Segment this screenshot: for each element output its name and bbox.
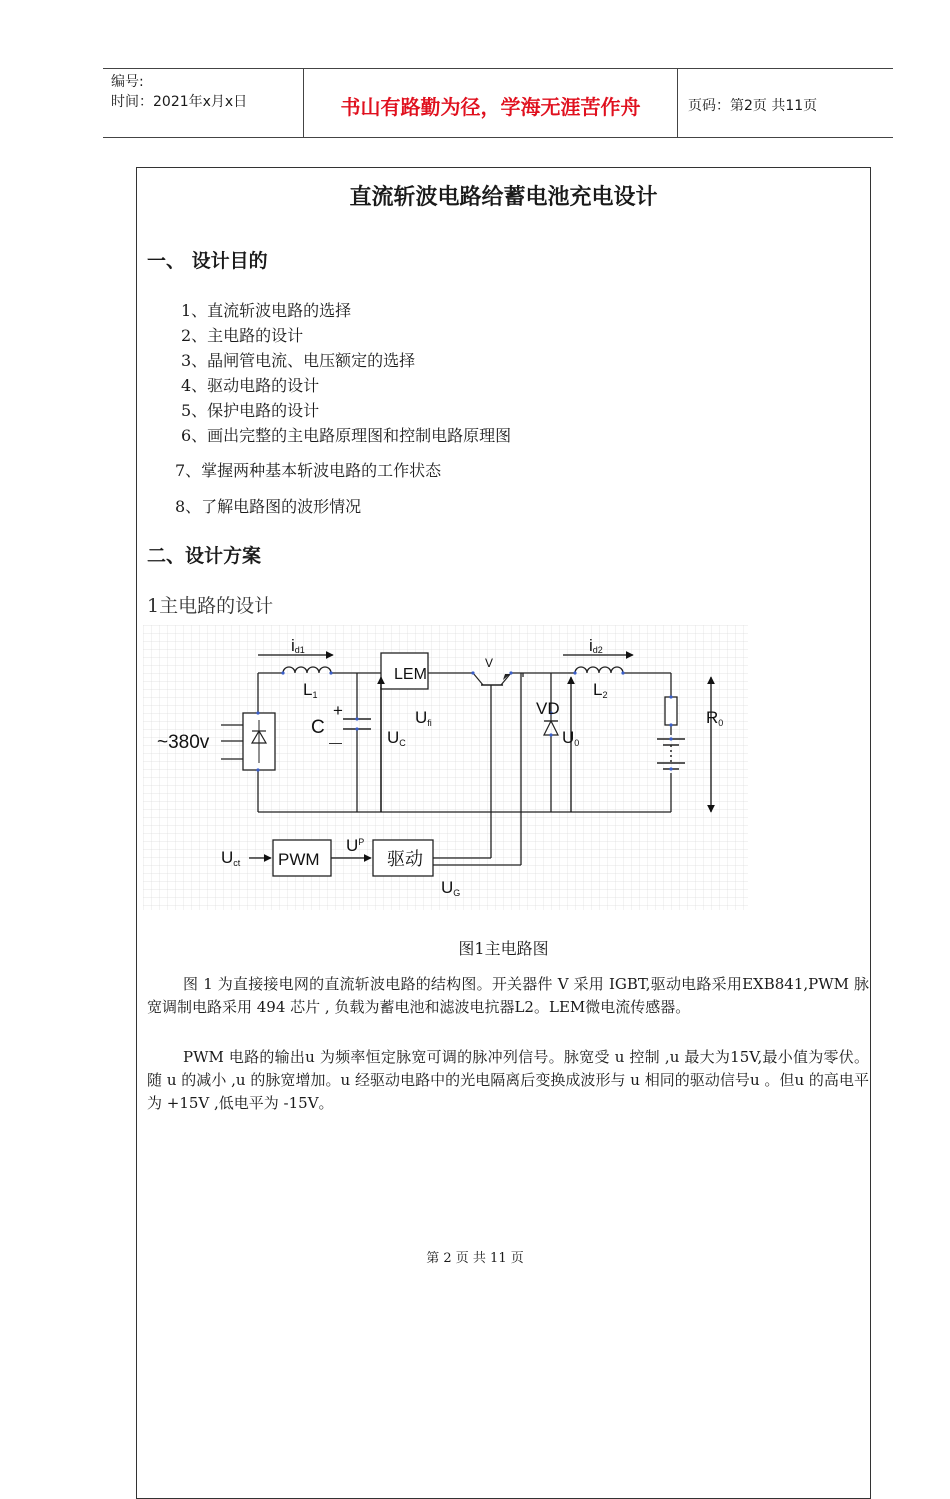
minus-sign: —: [329, 735, 342, 750]
paragraph-1: 图 1 为直接接电网的直流斩波电路的结构图。开关器件 V 采用 IGBT,驱动电路采用EXB841,PWM 脉宽调制电路采用 494 芯片 , 负载为蓄电池和滤波电抗器L2。LEM微电流传感器。: [147, 975, 869, 1016]
L1-label: L1: [303, 680, 318, 700]
document-title: 直流斩波电路给蓄电池充电设计: [349, 185, 658, 210]
page-header: [103, 68, 893, 138]
drive-label: 驱动: [387, 849, 423, 869]
goal-item: 8、了解电路图的波形情况: [175, 497, 362, 516]
goal-item: 4、驱动电路的设计: [181, 376, 320, 395]
subsection-heading: 1主电路的设计: [147, 595, 274, 617]
uct-label: Uct: [221, 848, 241, 868]
igbt-label: V: [485, 656, 494, 670]
resistor-R0: [665, 697, 677, 725]
header-page-cell: [678, 69, 893, 137]
goal-item: 3、晶闸管电流、电压额定的选择: [181, 351, 416, 370]
serial-label: 编号:: [111, 74, 144, 90]
pwm-label: PWM: [278, 850, 320, 869]
bridge-rectifier: [243, 713, 275, 770]
lem-label: LEM: [394, 666, 427, 683]
page-info: 页码：第2页 共11页: [688, 98, 818, 114]
ufi-label: Ufi: [415, 708, 432, 728]
id1-label: id1: [291, 636, 305, 655]
section1-heading: 一、 设计目的: [147, 250, 268, 272]
circuit-diagram: [143, 625, 748, 910]
uc-label: UC: [387, 728, 406, 748]
motto: 书山有路勤为径，学海无涯苦作舟: [340, 95, 641, 119]
goal-item: 1、直流斩波电路的选择: [181, 301, 352, 320]
goal-item: 6、画出完整的主电路原理图和控制电路原理图: [181, 426, 512, 445]
vd-label: VD: [536, 699, 560, 718]
id2-label: id2: [589, 636, 603, 655]
goal-item: 2、主电路的设计: [181, 326, 304, 345]
goal-item: 5、保护电路的设计: [181, 401, 320, 420]
L2-label: L2: [593, 680, 608, 700]
goal-item: 7、掌握两种基本斩波电路的工作状态: [175, 461, 442, 480]
page-footer: 第 2 页 共 11 页: [426, 1251, 524, 1266]
plus-sign: +: [333, 701, 343, 720]
r0-label: R0: [706, 708, 724, 728]
source-label: ~380v: [157, 732, 210, 753]
time-label: 时间：2021年x月x日: [111, 94, 248, 110]
up-label: $U^P$: [346, 836, 365, 855]
header-meta-cell: [103, 69, 304, 137]
header-motto-cell: [304, 69, 678, 137]
capacitor-label: C: [311, 717, 325, 738]
section2-heading: 二、设计方案: [147, 545, 262, 567]
ug-label: UG: [441, 878, 461, 898]
u0-label: U0: [562, 728, 580, 748]
paragraph-2: PWM 电路的输出u 为频率恒定脉宽可调的脉冲列信号。脉宽受 u 控制 ,u 最大为15V,最小值为零伏。随 u 的减小 ,u 的脉宽增加。u 经驱动电路中的光电隔离后变换成波形与 u 相同的驱动信号u 。但u 的高电平为 +15V ,低电平为 -15V。: [147, 1048, 869, 1112]
figure-caption: 图1主电路图: [458, 939, 549, 958]
